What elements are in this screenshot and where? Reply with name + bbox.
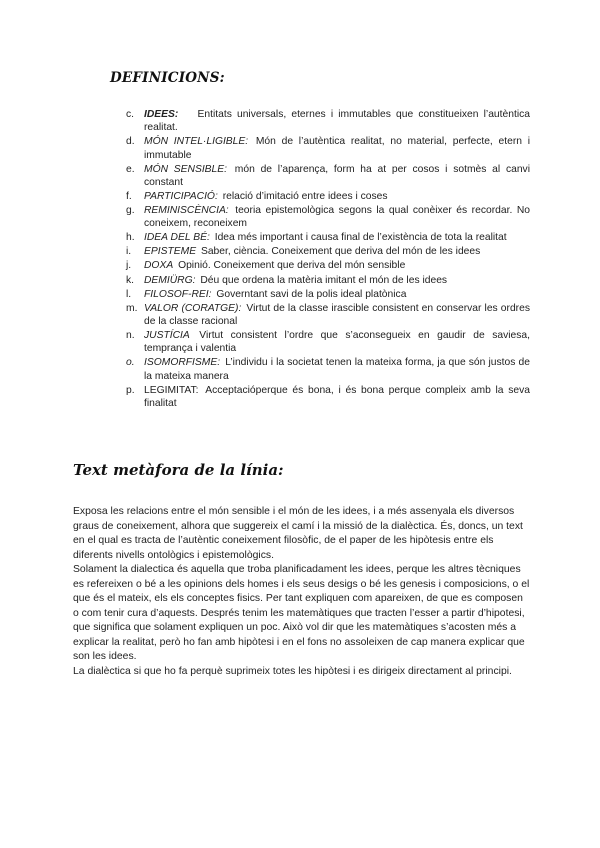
definition-letter: m.	[126, 302, 138, 314]
definition-term: FILOSOF-REI:	[144, 288, 212, 300]
definition-letter: n.	[126, 330, 135, 342]
definitions-list	[126, 108, 530, 411]
definition-description: Idea més important i causa final de l’existència de tota la realitat	[214, 232, 507, 244]
definition-item	[126, 245, 530, 258]
definition-description: Saber, ciència. Coneixement que deriva del món de les idees	[200, 246, 481, 258]
definition-item	[126, 108, 530, 134]
definition-description: Món de l’autèntica realitat, no material, perfecte, etern i immutable	[144, 136, 530, 161]
definition-term: ISOMORFISME:	[144, 357, 221, 369]
definition-term: EPISTEME	[144, 246, 197, 258]
definition-letter: k.	[126, 274, 135, 286]
definition-description: Virtut de la classe irascible consistent en conservar les ordres de la classe racional	[144, 302, 530, 327]
definition-term: LEGIMITAT:	[144, 384, 199, 396]
definition-item	[126, 384, 530, 410]
definition-item	[126, 163, 530, 189]
definition-letter: c.	[126, 109, 135, 120]
definition-description: relació d’imitació entre idees i coses	[222, 190, 388, 202]
definition-description: Governtant savi de la polis ideal platònica	[216, 288, 407, 300]
definition-item	[126, 329, 530, 355]
definition-letter: e.	[126, 163, 135, 175]
definitions-heading: DEFINICIONS:	[110, 70, 225, 86]
definition-description: món de l’aparença, form ha at per cosos i sotmès al canvi constant	[144, 163, 530, 188]
definition-term: JUSTÍCIA	[144, 330, 190, 342]
definition-term: PARTICIPACIÓ:	[144, 190, 218, 202]
definition-description: Opinió. Coneixement que deriva del món sensible	[178, 260, 406, 272]
definition-item	[126, 231, 530, 244]
definition-description: Acceptacióperque és bona, i és bona perque compleix amb la seva finalitat	[144, 384, 530, 409]
definition-term: DEMIÜRG:	[144, 274, 196, 286]
definition-letter: l.	[126, 288, 132, 300]
definition-term: MÓN SENSIBLE:	[144, 163, 228, 175]
definition-term: DOXA	[144, 260, 174, 272]
definition-term: VALOR (CORATGE):	[144, 302, 242, 314]
definition-letter: g.	[126, 204, 135, 216]
definition-item	[126, 302, 530, 328]
definition-description: Virtut consistent l’ordre que s’aconsegueix en gaudir de saviesa, temprança i valentia	[144, 330, 530, 355]
definition-letter: j.	[126, 260, 132, 272]
paragraph: Exposa les relacions entre el món sensible i el món de les idees, i a més assenyala els diversos graus de coneixement, alhora que suggereix el camí i la missió de la dialèctica. És, doncs, un text en el qual es tracta de l’autèntic coneixement filosòfic, de el paper de les hipòtesis entre els diferents nivells ontològics i epistemològics.	[73, 506, 523, 561]
definition-letter: f.	[126, 190, 132, 202]
definition-item	[126, 135, 530, 161]
definition-item	[126, 204, 530, 230]
definition-letter: i.	[126, 246, 132, 258]
definition-item	[126, 259, 530, 272]
metaphor-text	[73, 505, 531, 680]
definition-item	[126, 190, 530, 203]
definition-term: IDEES:	[144, 109, 179, 120]
definition-description: teoria epistemològica segons la qual conèixer és recordar. No coneixem, reconeixem	[144, 204, 530, 230]
definition-term: MÓN INTEL·LIGIBLE:	[144, 136, 249, 148]
definition-description: Déu que ordena la matèria imitant el món de les idees	[200, 274, 448, 286]
definition-term: REMINISCÈNCIA:	[144, 204, 229, 216]
definition-description: L’individu i la societat tenen la mateixa forma, ja que són justos de la mateixa manera	[144, 357, 530, 382]
definition-description: Entitats universals, eternes i immutables que constitueixen l’autèntica realitat.	[144, 109, 530, 134]
metaphor-heading: Text metàfora de la línia:	[73, 461, 284, 479]
paragraph: La dialèctica si que ho fa perquè suprimeix totes les hipòtesi i es dirigeix directament al principi.	[73, 666, 512, 678]
definition-letter: d.	[126, 136, 135, 148]
paragraph: Solament la dialectica és aquella que troba planificadament les idees, perque les altres tècniques es refereixen o bé a les opinions dels homes i els seus desigs o bé les genesis i composicions, o el que és el mateix, els els conceptes fisics. Per tant expliquen com apareixen, de que es composen o com tenir cura d’aquests. Després tenim les matemàtiques que tracten l’esser a partir d’hipotesi, que significa que solament expliquen un poc. Això vol dir que les matemàtiques s’acosten més a explicar la realitat, però ho fan amb hipòtesi i en el fons no assoleixen de cap manera explicar que son les idees.	[73, 564, 530, 663]
definition-item	[126, 356, 530, 382]
definition-term: IDEA DEL BÉ:	[144, 232, 210, 244]
definition-letter: o.	[126, 357, 135, 369]
definition-item	[126, 288, 530, 301]
definition-letter: p.	[126, 384, 135, 396]
definition-item	[126, 274, 530, 287]
definition-letter: h.	[126, 232, 135, 244]
